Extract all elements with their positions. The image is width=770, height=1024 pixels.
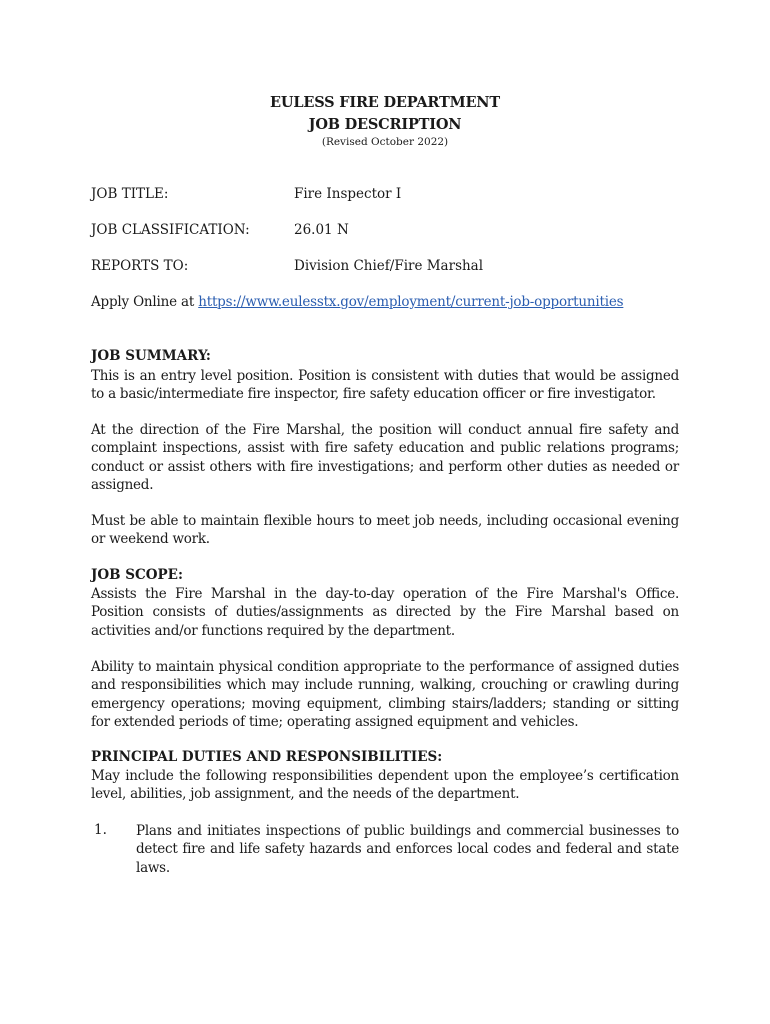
summary-paragraph-1: This is an entry level position. Position is consistent with duties that would be assigned to a basic/intermediate fire inspector, fire safety education officer or fire investigator. [91, 368, 679, 403]
apply-online-line [91, 294, 623, 310]
revision-note: (Revised October 2022) [321, 136, 449, 148]
reports-to-label: REPORTS TO: [91, 258, 189, 274]
job-scope-heading: JOB SCOPE: [91, 567, 183, 583]
job-opportunities-link[interactable]: https://www.eulesstx.gov/employment/current-job-opportunities [198, 294, 624, 310]
scope-paragraph-2: Ability to maintain physical condition appropriate to the performance of assigned duties and responsibilities which may include running, walking, crouching or crawling during emergency operations; moving equipment, climbing stairs/ladders; standing or sitting for extended periods of time; operating assigned equipment and vehicles. [91, 659, 679, 730]
document-type-title: JOB DESCRIPTION [308, 116, 462, 133]
duties-intro: May include the following responsibilities dependent upon the employee’s certification level, abilities, job assignment, and the needs of the department. [91, 768, 679, 803]
apply-prefix: Apply Online at [91, 294, 199, 310]
classification-value: 26.01 N [294, 222, 349, 238]
reports-to-value: Division Chief/Fire Marshal [294, 258, 484, 274]
duties-heading: PRINCIPAL DUTIES AND RESPONSIBILITIES: [91, 749, 443, 765]
classification-label: JOB CLASSIFICATION: [91, 222, 250, 238]
job-summary-heading: JOB SUMMARY: [91, 348, 211, 364]
summary-paragraph-3: Must be able to maintain flexible hours to meet job needs, including occasional evening or weekend work. [91, 513, 679, 548]
department-name: EULESS FIRE DEPARTMENT [270, 94, 500, 111]
summary-paragraph-2: At the direction of the Fire Marshal, the position will conduct annual fire safety and complaint inspections, assist with fire safety education and public relations programs; conduct or assist others with fire investigations; and perform other duties as needed or assigned. [91, 422, 679, 493]
job-title-value: Fire Inspector I [294, 186, 402, 202]
scope-paragraph-1: Assists the Fire Marshal in the day-to-day operation of the Fire Marshal's Office. Position consists of duties/assignments as directed by the Fire Marshal based on activities and/or functions required by the department. [91, 586, 679, 639]
list-item: Plans and initiates inspections of public buildings and commercial businesses to detect fire and life safety hazards and enforces local codes and federal and state laws. [136, 823, 679, 876]
list-item-number: 1. [94, 822, 107, 838]
job-title-label: JOB TITLE: [91, 186, 169, 202]
